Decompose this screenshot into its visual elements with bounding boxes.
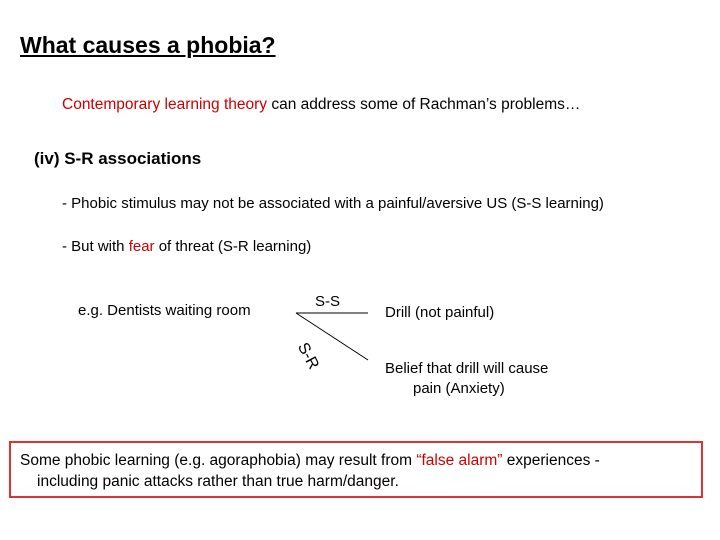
bullet-point-2-highlight: fear (128, 238, 155, 255)
summary-line-1 (20, 452, 600, 470)
bullet-point-2-before: - But with (62, 238, 129, 255)
bullet-point-1: - Phobic stimulus may not be associated with a painful/aversive US (S-S learning) (62, 195, 604, 212)
summary-highlight: “false alarm” (416, 452, 503, 469)
bullet-point-2-after: of threat (S-R learning) (154, 238, 312, 255)
summary-before: Some phobic learning (e.g. agoraphobia) may result from (20, 452, 417, 469)
sr-outcome-line-2: pain (Anxiety) (413, 380, 505, 397)
sr-label: S-R (293, 340, 322, 373)
intro-highlight: Contemporary learning theory (62, 96, 268, 113)
bullet-point-2 (62, 238, 311, 255)
summary-line-2: including panic attacks rather than true harm/danger. (37, 473, 399, 490)
ss-label: S-S (315, 293, 341, 310)
page-title: What causes a phobia? (20, 32, 276, 58)
sr-outcome-line-1: Belief that drill will cause (385, 360, 549, 377)
summary-after: experiences - (502, 452, 600, 469)
intro-line (62, 96, 580, 114)
ss-outcome: Drill (not painful) (385, 304, 495, 321)
example-label: e.g. Dentists waiting room (78, 302, 251, 319)
intro-rest: can address some of Rachman’s problems… (267, 96, 581, 113)
section-heading: (iv) S-R associations (34, 149, 202, 168)
